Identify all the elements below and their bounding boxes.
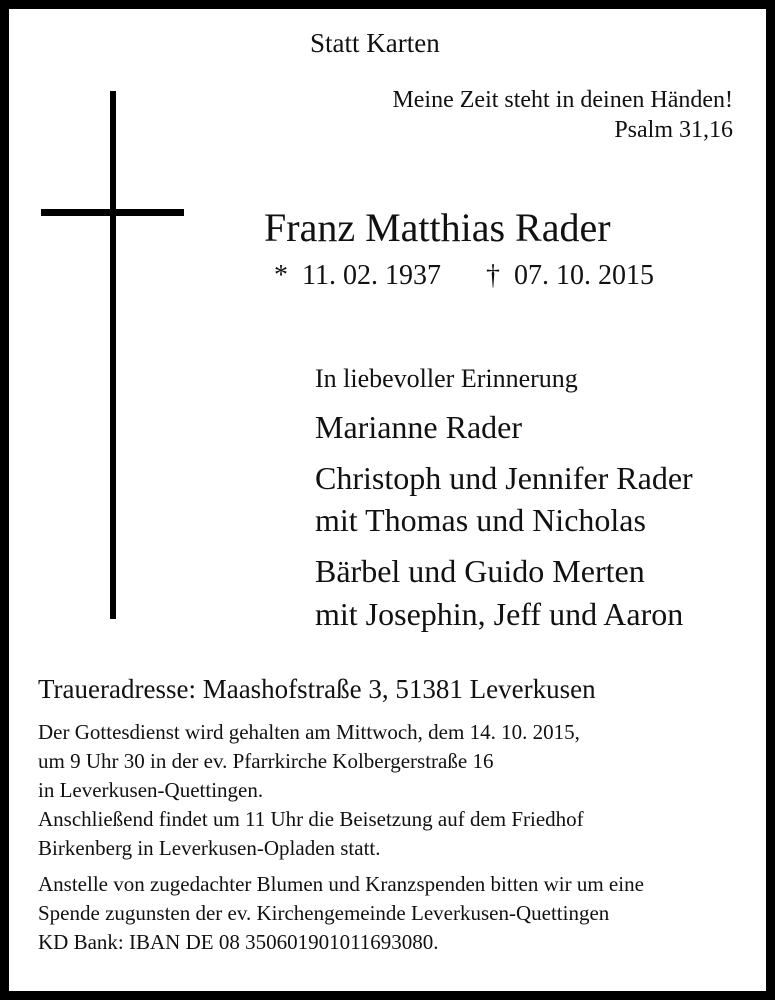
birth-date: 11. 02. 1937 [302, 260, 441, 291]
death-date: 07. 10. 2015 [513, 260, 654, 291]
bible-verse: Meine Zeit steht in deinen Händen! [392, 87, 733, 113]
birth-symbol: * [274, 260, 288, 291]
service-line: Anschließend findet um 11 Uhr die Beisetzung auf dem Friedhof [38, 807, 584, 831]
life-dates [274, 262, 654, 290]
mourner-line: Bärbel und Guido Merten [315, 553, 645, 589]
deceased-name: Franz Matthias Rader [264, 205, 611, 250]
mourner-line: mit Thomas und Nicholas [315, 502, 646, 538]
service-line: Birkenberg in Leverkusen-Opladen statt. [38, 836, 381, 860]
service-line: Der Gottesdienst wird gehalten am Mittwoch, dem 14. 10. 2015, [38, 720, 580, 744]
service-line: in Leverkusen-Quettingen. [38, 778, 264, 802]
cross-vertical-bar [110, 91, 116, 619]
service-line: um 9 Uhr 30 in der ev. Pfarrkirche Kolbergerstraße 16 [38, 749, 494, 773]
memorial-intro: In liebevoller Erinnerung [315, 364, 578, 393]
donation-line: Spende zugunsten der ev. Kirchengemeinde Leverkusen-Quettingen [38, 901, 610, 925]
header-text: Statt Karten [310, 28, 440, 58]
donation-line: KD Bank: IBAN DE 08 350601901011693080. [38, 930, 439, 954]
mourner-line: Marianne Rader [315, 409, 523, 445]
verse-source: Psalm 31,16 [614, 117, 733, 143]
donation-line: Anstelle von zugedachter Blumen und Kranzspenden bitten wir um eine [38, 872, 644, 896]
death-symbol: † [485, 260, 500, 291]
mourner-line: Christoph und Jennifer Rader [315, 460, 693, 496]
cross-horizontal-bar [41, 209, 184, 216]
mourning-address: Traueradresse: Maashofstraße 3, 51381 Leverkusen [38, 674, 596, 704]
mourner-line: mit Josephin, Jeff und Aaron [315, 596, 684, 632]
